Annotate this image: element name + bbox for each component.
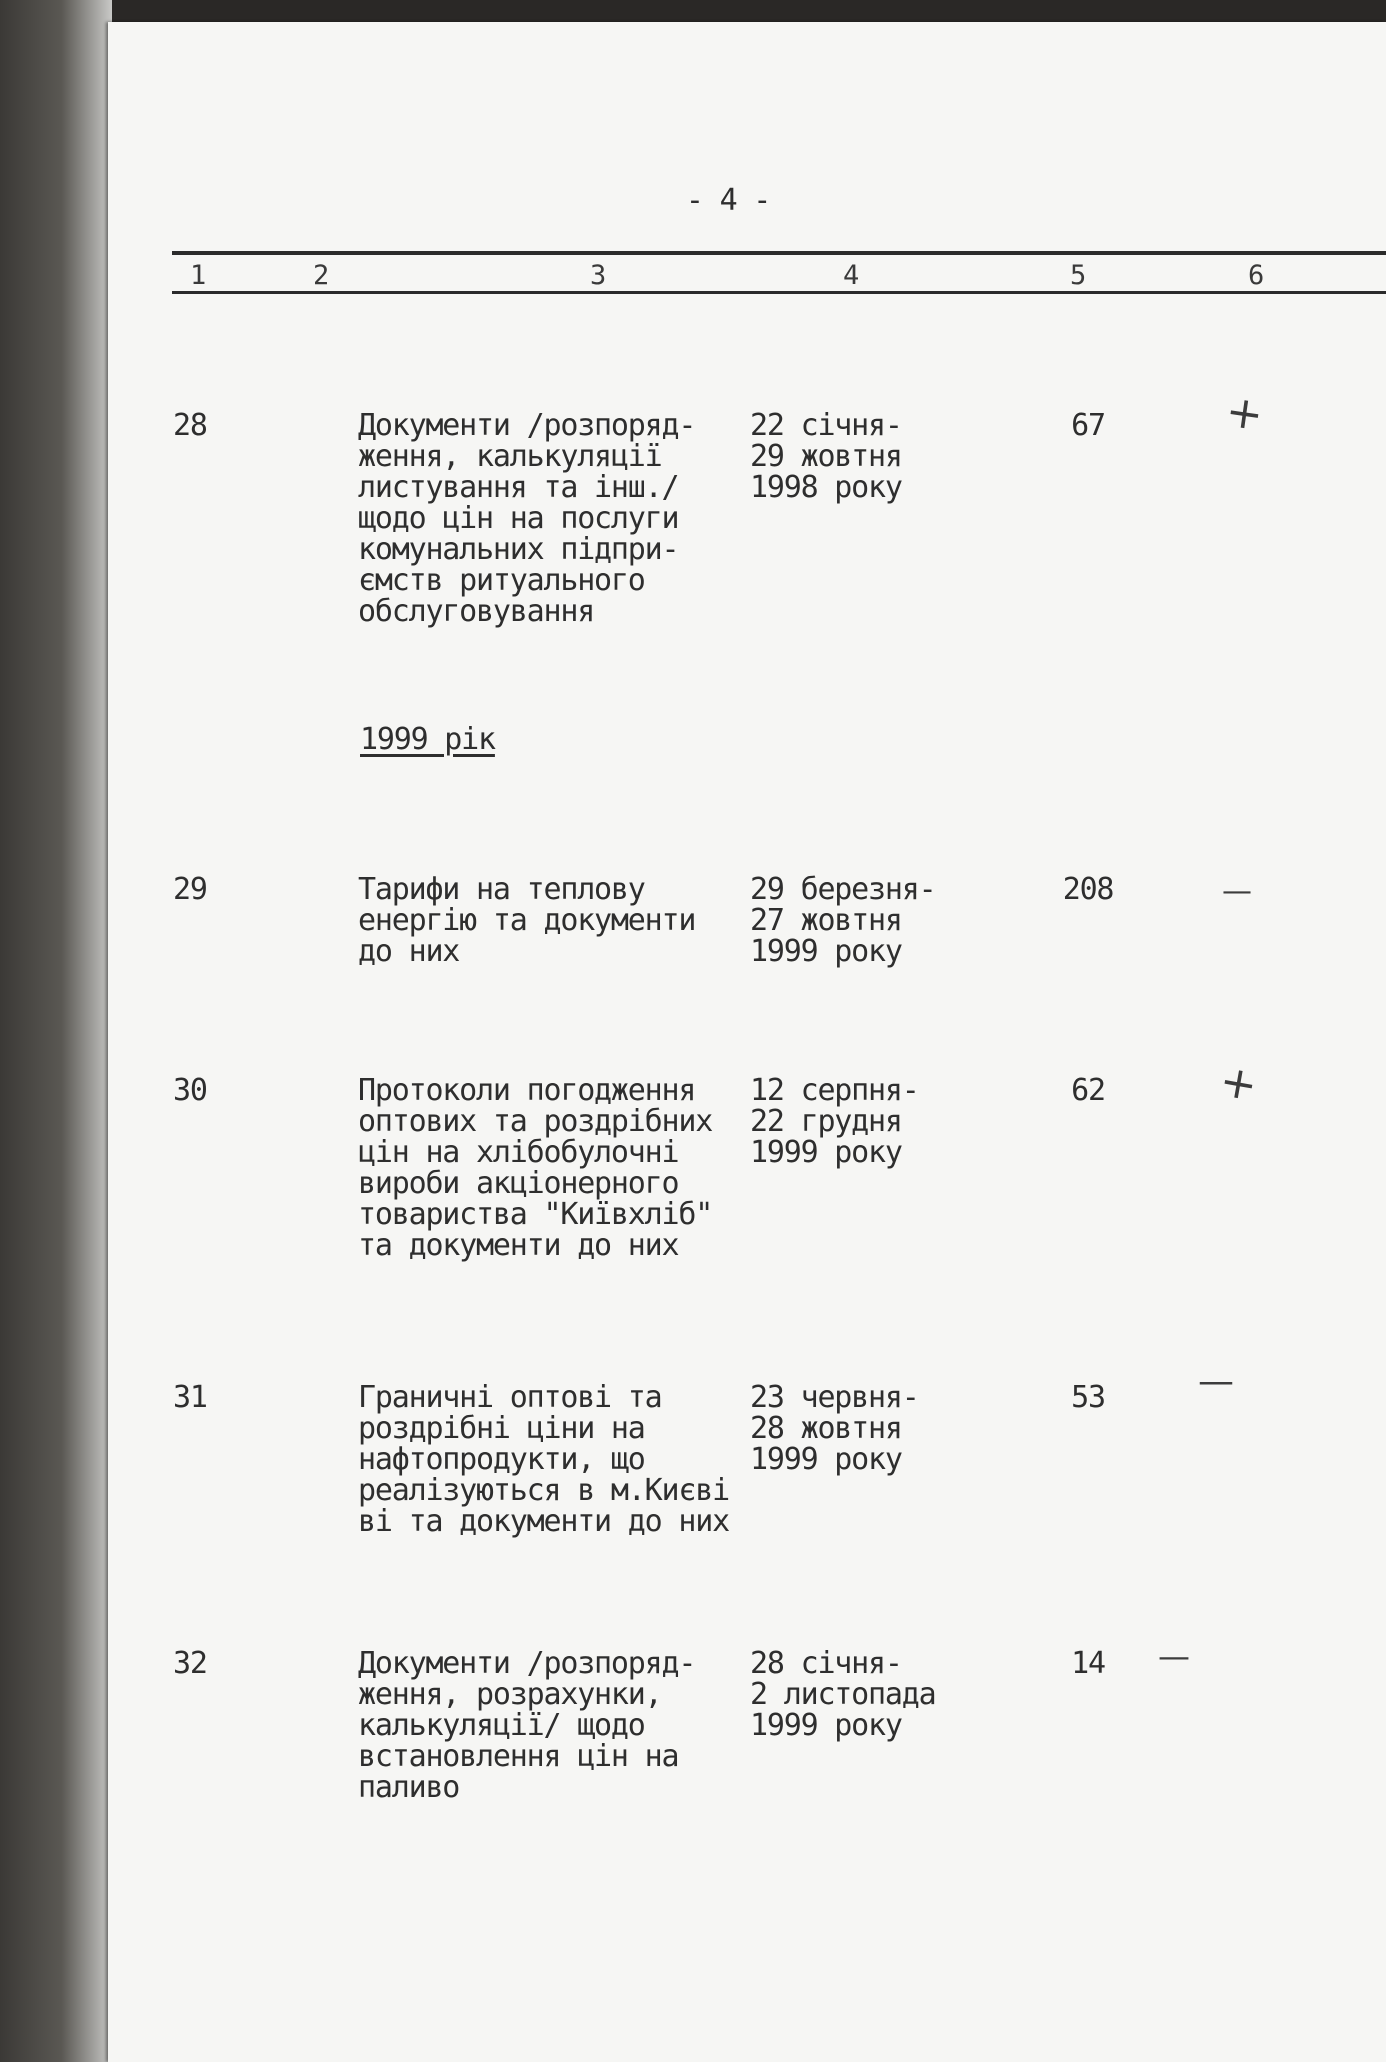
column-header-1: 1 bbox=[190, 260, 207, 291]
page-edge bbox=[0, 0, 112, 2062]
entry-number: 30 bbox=[173, 1073, 207, 1108]
entry-dates: 22 січня- 29 жовтня 1998 року bbox=[750, 408, 902, 505]
table-header-top-rule bbox=[172, 251, 1386, 255]
entry-title: Документи /розпоряд- ження, розрахунки, калькуляції/ щодо встановлення цін на паливо bbox=[358, 1646, 696, 1805]
entry-dates: 28 січня- 2 листопада 1999 року bbox=[750, 1646, 936, 1743]
entry-sheet-count: 53 bbox=[1071, 1380, 1105, 1415]
entry-title: Протоколи погодження оптових та роздрібних цін на хлібобулочні вироби акціонерного товариства "Київхліб" та документи до них bbox=[358, 1073, 713, 1263]
handwritten-plus-mark: + bbox=[1215, 1055, 1262, 1112]
entry-number: 28 bbox=[173, 408, 207, 443]
entry-number: 32 bbox=[173, 1646, 207, 1681]
entry-dates: 29 березня- 27 жовтня 1999 року bbox=[750, 872, 936, 969]
column-header-4: 4 bbox=[843, 260, 860, 291]
entry-title: Документи /розпоряд- ження, калькуляції листування та інш./ щодо цін на послуги комунальних підпри- ємств ритуального обслуговування bbox=[358, 408, 696, 629]
entry-title: Тарифи на теплову енергію та документи до них bbox=[358, 872, 696, 969]
entry-sheet-count: 208 bbox=[1062, 872, 1114, 907]
entry-sheet-count: 62 bbox=[1071, 1073, 1105, 1108]
handwritten-dash-mark: — bbox=[1198, 1361, 1234, 1402]
entry-dates: 23 червня- 28 жовтня 1999 року bbox=[750, 1380, 919, 1477]
table-header-bottom-rule bbox=[172, 291, 1386, 294]
handwritten-dash-mark: — bbox=[1222, 874, 1252, 909]
year-heading: 1999 рік bbox=[360, 722, 495, 757]
column-header-3: 3 bbox=[590, 260, 607, 291]
entry-number: 29 bbox=[173, 872, 207, 907]
handwritten-dash-mark: — bbox=[1158, 1637, 1190, 1675]
document-page bbox=[108, 22, 1386, 2062]
page-number: - 4 - bbox=[685, 183, 771, 218]
entry-number: 31 bbox=[173, 1380, 207, 1415]
entry-sheet-count: 14 bbox=[1071, 1646, 1105, 1681]
entry-sheet-count: 67 bbox=[1071, 408, 1105, 443]
column-header-6: 6 bbox=[1248, 260, 1265, 291]
column-header-5: 5 bbox=[1070, 260, 1087, 291]
handwritten-plus-mark: + bbox=[1222, 385, 1267, 442]
entry-dates: 12 серпня- 22 грудня 1999 року bbox=[750, 1073, 919, 1170]
entry-title: Граничні оптові та роздрібні ціни на нафтопродукти, що реалізуються в м.Києві ві та документи до них bbox=[358, 1380, 729, 1539]
column-header-2: 2 bbox=[313, 260, 330, 291]
